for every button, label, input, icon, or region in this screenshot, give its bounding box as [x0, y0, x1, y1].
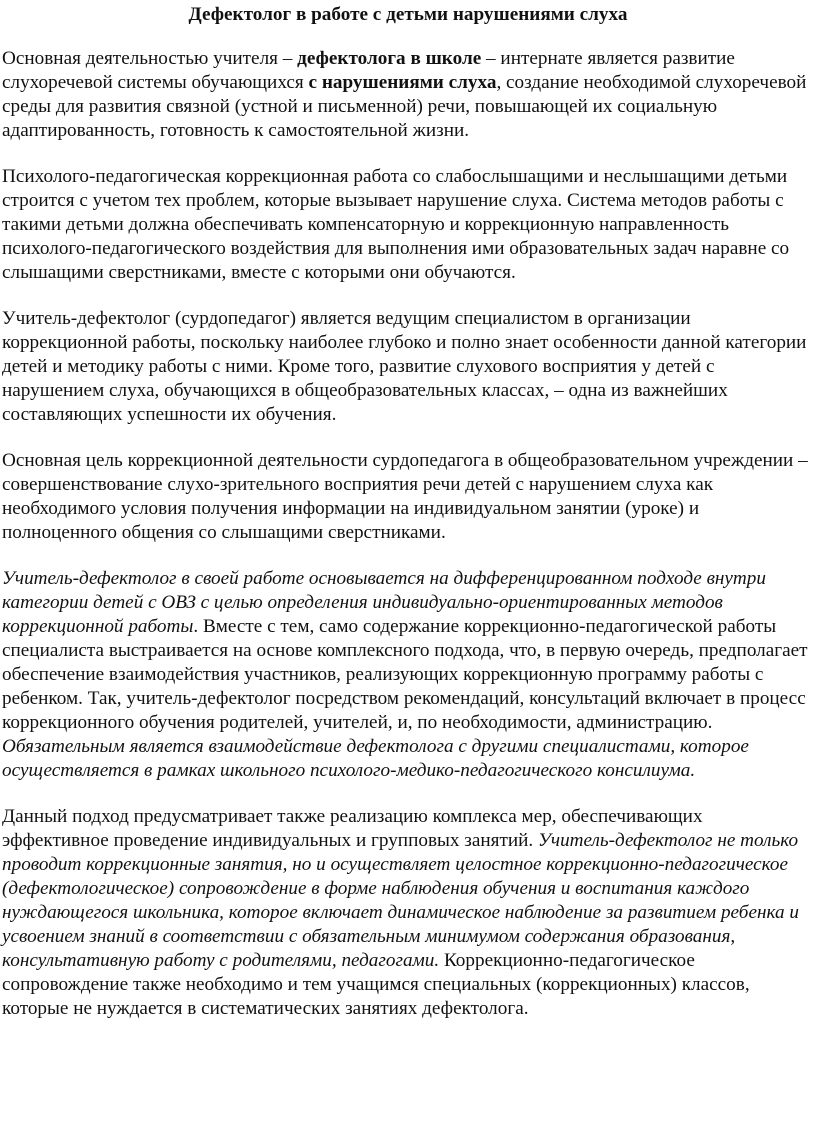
- paragraph-1: [2, 47, 814, 143]
- p1-text-3: , создание необходимой слухоречевой среды для развития связной (устной и письменной) речи, повышающей их социальную адаптированность, готовность к самостоятельной жизни.: [2, 72, 807, 141]
- paragraph-6: [2, 805, 814, 1021]
- p5-italic-2: Обязательным является взаимодействие дефектолога с другими специалистами, которое осуществляется в рамках школьного психолого-медико-педагогического консилиума.: [2, 736, 749, 781]
- p6-text-2: Коррекционно-педагогическое сопровождение также необходимо и тем учащимся специальных (коррекционных) классов, которые не нуждается в систематических занятиях дефектолога.: [2, 950, 750, 1019]
- document-page: [2, 0, 814, 1043]
- p1-text-1: Основная деятельностью учителя –: [2, 48, 298, 69]
- p5-italic-1: Учитель-дефектолог в своей работе основывается на дифференцированном подходе внутри категории детей с ОВЗ с целью определения индивидуально-ориентированных методов коррекционной работы: [2, 568, 766, 637]
- p5-text-1: . Вместе с тем, само содержание коррекционно-педагогической работы специалиста выстраивается на основе комплексного подхода, что, в первую очередь, предполагает обеспечение взаимодействия участников, реализующих коррекционную программу работы с ребенком. Так, учитель-дефектолог посредством рекомендаций, консультаций включает в процесс коррекционного обучения родителей, учителей, и, по необходимости, администрацию.: [2, 616, 808, 733]
- document-title: Дефектолог в работе с детьми нарушениями слуха: [188, 4, 628, 25]
- paragraph-4: Основная цель коррекционной деятельности сурдопедагога в общеобразовательном учреждении – совершенствование слухо-зрительного восприятия речи детей с нарушением слуха как необходимого условия получения информации на индивидуальном занятии (уроке) и полноценного общения со слышащими сверстниками.: [2, 450, 808, 543]
- p6-text-1: Данный подход предусматривает также реализацию комплекса мер, обеспечивающих эффективное проведение индивидуальных и групповых занятий.: [2, 806, 703, 851]
- p6-italic-1: Учитель-дефектолог не только проводит коррекционные занятия, но и осуществляет целостное коррекционно-педагогическое (дефектологическое) сопровождение в форме наблюдения обучения и воспитания каждого нуждающегося школьника, которое включает динамическое наблюдение за развитием ребенка и усвоением знаний в соответствии с обязательным минимумом содержания образования, консультативную работу с родителями, педагогами.: [2, 830, 799, 971]
- paragraph-5: [2, 567, 814, 783]
- p1-bold-2: с нарушениями слуха: [308, 72, 497, 93]
- paragraph-2: Психолого-педагогическая коррекционная работа со слабослышащими и неслышащими детьми строится с учетом тех проблем, которые вызывает нарушение слуха. Система методов работы с такими детьми должна обеспечивать компенсаторную и коррекционную направленность психолого-педагогического воздействия для выполнения ими образовательных задач наравне со слышащими сверстниками, вместе с которыми они обучаются.: [2, 166, 790, 283]
- paragraph-3: Учитель-дефектолог (сурдопедагог) является ведущим специалистом в организации коррекционной работы, поскольку наиболее глубоко и полно знает особенности данной категории детей и методику работы с ними. Кроме того, развитие слухового восприятия у детей с нарушением слуха, обучающихся в общеобразовательных классах, – одна из важнейших составляющих успешности их обучения.: [2, 308, 807, 425]
- p1-text-2: – интернате является развитие слухоречевой системы обучающихся: [2, 48, 735, 93]
- p1-bold-1: дефектолога в школе: [297, 48, 482, 69]
